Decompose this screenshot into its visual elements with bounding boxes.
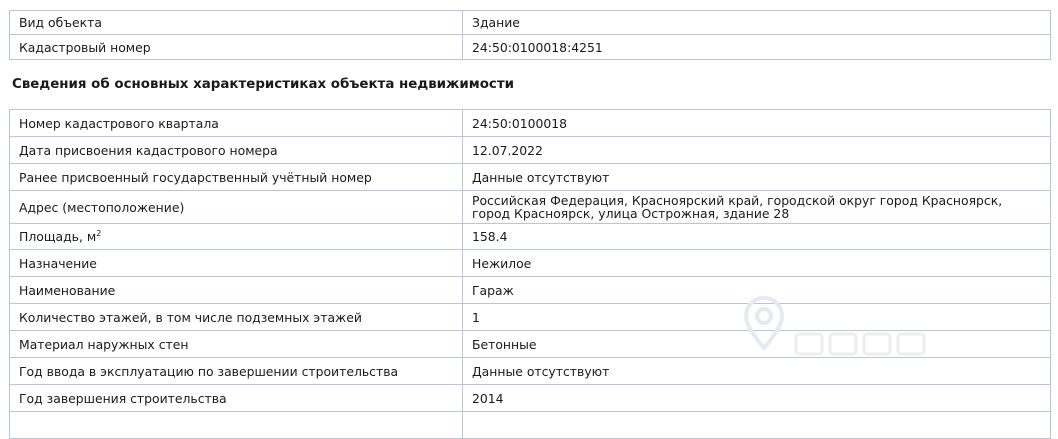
row-label: Площадь, м — [19, 229, 97, 244]
document-page — [9, 0, 1050, 439]
table-row — [10, 110, 1051, 137]
row-label: Номер кадастрового квартала — [10, 110, 463, 137]
row-value: Здание — [463, 11, 1051, 35]
row-value: 24:50:0100018:4251 — [463, 35, 1051, 60]
row-value: 158.4 — [463, 224, 1051, 250]
row-value: Бетонные — [463, 331, 1051, 358]
table-row — [10, 164, 1051, 191]
row-value: 1 — [463, 304, 1051, 331]
table-row — [10, 277, 1051, 304]
area-label — [10, 224, 463, 250]
row-value — [463, 412, 1051, 439]
table-row — [10, 11, 1051, 35]
row-value: 24:50:0100018 — [463, 110, 1051, 137]
row-value: Данные отсутствуют — [463, 358, 1051, 385]
row-label — [10, 412, 463, 439]
table-row — [10, 412, 1051, 439]
characteristics-table — [9, 109, 1051, 439]
row-value: 2014 — [463, 385, 1051, 412]
table-row — [10, 385, 1051, 412]
table-row — [10, 331, 1051, 358]
row-value: Данные отсутствуют — [463, 164, 1051, 191]
row-label: Дата присвоения кадастрового номера — [10, 137, 463, 164]
row-label: Наименование — [10, 277, 463, 304]
row-label: Количество этажей, в том числе подземных этажей — [10, 304, 463, 331]
section-title: Сведения об основных характеристиках объекта недвижимости — [12, 77, 514, 92]
row-label: Год завершения строительства — [10, 385, 463, 412]
row-label: Кадастровый номер — [10, 35, 463, 60]
table-row — [10, 35, 1051, 60]
row-value: Гараж — [463, 277, 1051, 304]
table-row — [10, 137, 1051, 164]
table-row — [10, 191, 1051, 224]
address-value: Российская Федерация, Красноярский край, городской округ город Красноярск, город Красноярск, улица Острожная, здание 28 — [463, 191, 1051, 224]
row-label: Ранее присвоенный государственный учётный номер — [10, 164, 463, 191]
table-row — [10, 304, 1051, 331]
row-label: Вид объекта — [10, 11, 463, 35]
table-row — [10, 250, 1051, 277]
unit-superscript: 2 — [96, 228, 102, 238]
row-value: Нежилое — [463, 250, 1051, 277]
table-row — [10, 224, 1051, 250]
table-row — [10, 358, 1051, 385]
row-label: Назначение — [10, 250, 463, 277]
row-label: Адрес (местоположение) — [10, 191, 463, 224]
row-label: Год ввода в эксплуатацию по завершении строительства — [10, 358, 463, 385]
row-value: 12.07.2022 — [463, 137, 1051, 164]
object-info-table — [9, 10, 1051, 60]
row-label: Материал наружных стен — [10, 331, 463, 358]
